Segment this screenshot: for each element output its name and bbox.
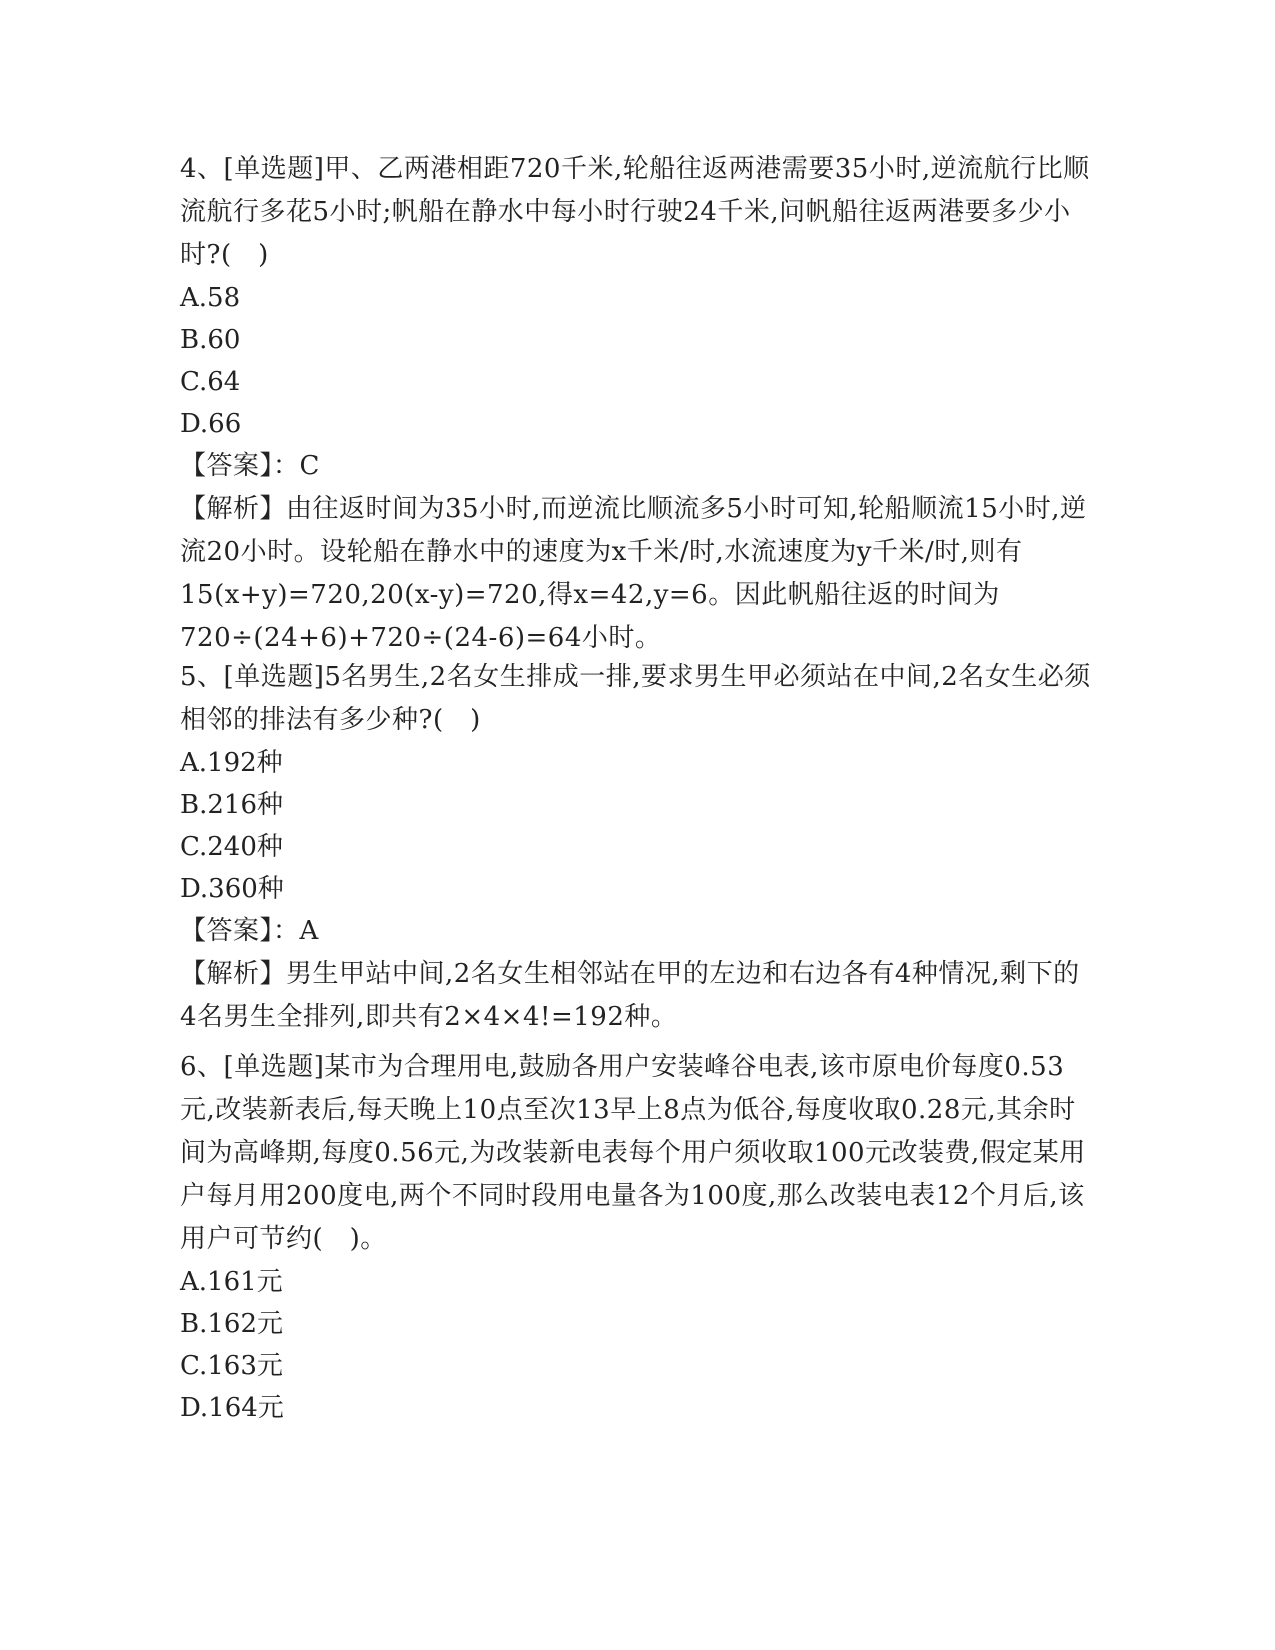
question-number: 4、 (180, 154, 224, 184)
option-a: A.192种 (180, 748, 283, 778)
explanation-text: 由往返时间为35小时,而逆流比顺流多5小时可知,轮船顺流15小时,逆流20小时。设轮船在静水中的速度为x千米/时,水流速度为y千米/时,则有15(x+y)=720,20(x-y)=720,得x=42,y=6。因此帆船往返的时间为720÷(24+6)+720÷(24-6)=64小时。 (180, 494, 1087, 653)
explanation-label: 【解析】 (180, 494, 287, 524)
answer-value: A (299, 916, 319, 946)
question-stem (180, 1046, 1095, 1261)
question-number: 6、 (180, 1052, 224, 1082)
option-d: D.164元 (180, 1393, 284, 1423)
question-text: 5名男生,2名女生排成一排,要求男生甲必须站在中间,2名女生必须相邻的排法有多少种?( ) (180, 662, 1091, 735)
answer-line (180, 445, 1095, 488)
explanation (180, 488, 1095, 660)
option-d: D.360种 (180, 874, 284, 904)
option-a: A.58 (180, 283, 241, 313)
question-stem (180, 148, 1095, 277)
answer-value: C (299, 451, 320, 481)
answer-label: 【答案】 (180, 451, 274, 481)
question-stem (180, 656, 1095, 742)
option-d: D.66 (180, 409, 242, 439)
option-b: B.162元 (180, 1309, 283, 1339)
answer-separator: ： (273, 451, 300, 481)
question-text: 某市为合理用电,鼓励各用户安装峰谷电表,该市原电价每度0.53元,改装新表后,每天晚上10点至次13早上8点为低谷,每度收取0.28元,其余时间为高峰期,每度0.56元,为改装新电表每个用户须收取100元改装费,假定某用户每月用200度电,两个不同时段用电量各为100度,那么改装电表12个月后,该用户可节约( )。 (180, 1052, 1086, 1254)
explanation (180, 953, 1095, 1039)
explanation-label: 【解析】 (180, 959, 287, 989)
option-c: C.163元 (180, 1351, 283, 1381)
question-number: 5、 (180, 662, 224, 692)
question-5 (180, 656, 1095, 1039)
question-type: [单选题] (223, 1052, 325, 1082)
answer-line (180, 910, 1095, 953)
question-text: 甲、乙两港相距720千米,轮船往返两港需要35小时,逆流航行比顺流航行多花5小时;帆船在静水中每小时行驶24千米,问帆船往返两港要多少小时?( ) (180, 154, 1090, 270)
explanation-text: 男生甲站中间,2名女生相邻站在甲的左边和右边各有4种情况,剩下的4名男生全排列,即共有2×4×4!=192种。 (180, 959, 1080, 1032)
content-column (180, 148, 1095, 1423)
option-c: C.240种 (180, 832, 283, 862)
question-type: [单选题] (223, 662, 325, 692)
option-c: C.64 (180, 367, 241, 397)
question-type: [单选题] (223, 154, 325, 184)
question-4 (180, 148, 1095, 668)
option-b: B.216种 (180, 790, 283, 820)
option-b: B.60 (180, 325, 241, 355)
option-a: A.161元 (180, 1267, 283, 1297)
answer-separator: ： (273, 916, 300, 946)
question-6 (180, 1046, 1095, 1429)
answer-label: 【答案】 (180, 916, 274, 946)
